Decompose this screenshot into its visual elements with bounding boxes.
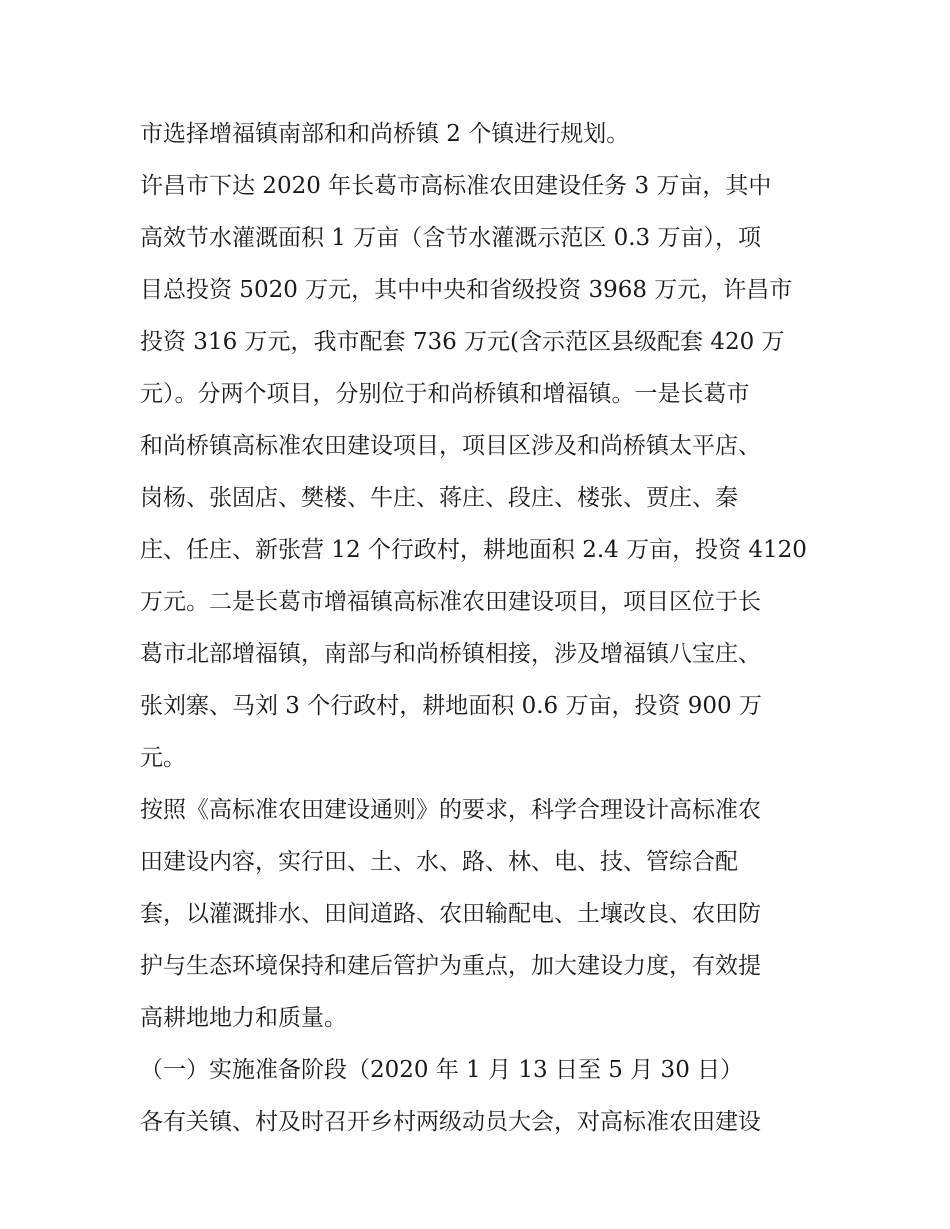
document-body	[140, 108, 820, 1148]
text-line: 岗杨、张固店、樊楼、牛庄、蒋庄、段庄、楼张、贾庄、秦	[140, 485, 738, 511]
text-line: 张刘寨、马刘 3 个行政村，耕地面积 0.6 万亩，投资 900 万	[140, 693, 762, 719]
section-heading: （一）实施准备阶段（2020 年 1 月 13 日至 5 月 30 日）	[140, 1057, 744, 1083]
text-line: 高效节水灌溉面积 1 万亩（含节水灌溉示范区 0.3 万亩），项	[140, 225, 761, 251]
text-line: 万元。二是长葛市增福镇高标准农田建设项目，项目区位于长	[140, 589, 761, 615]
text-line: 按照《高标准农田建设通则》的要求，科学合理设计高标准农	[140, 797, 761, 823]
text-line: 许昌市下达 2020 年长葛市高标准农田建设任务 3 万亩，其中	[140, 173, 772, 199]
text-line: 元）。分两个项目，分别位于和尚桥镇和增福镇。一是长葛市	[140, 381, 750, 407]
text-line: 目总投资 5020 万元，其中中央和省级投资 3968 万元，许昌市	[140, 277, 793, 303]
text-line: 庄、任庄、新张营 12 个行政村，耕地面积 2.4 万亩，投资 4120	[140, 537, 807, 563]
text-line: 各有关镇、村及时召开乡村两级动员大会，对高标准农田建设	[140, 1109, 761, 1135]
text-line: 投资 316 万元，我市配套 736 万元(含示范区县级配套 420 万	[140, 329, 785, 355]
text-line: 市选择增福镇南部和和尚桥镇 2 个镇进行规划。	[140, 121, 630, 147]
text-line: 和尚桥镇高标准农田建设项目，项目区涉及和尚桥镇太平店、	[140, 433, 761, 459]
text-line: 套，以灌溉排水、田间道路、农田输配电、土壤改良、农田防	[140, 901, 761, 927]
text-line: 元。	[140, 745, 186, 771]
text-line: 田建设内容，实行田、土、水、路、林、电、技、管综合配	[140, 849, 738, 875]
text-line: 葛市北部增福镇，南部与和尚桥镇相接，涉及增福镇八宝庄、	[140, 641, 761, 667]
text-line: 高耕地地力和质量。	[140, 1005, 347, 1031]
text-line: 护与生态环境保持和建后管护为重点，加大建设力度，有效提	[140, 953, 761, 979]
